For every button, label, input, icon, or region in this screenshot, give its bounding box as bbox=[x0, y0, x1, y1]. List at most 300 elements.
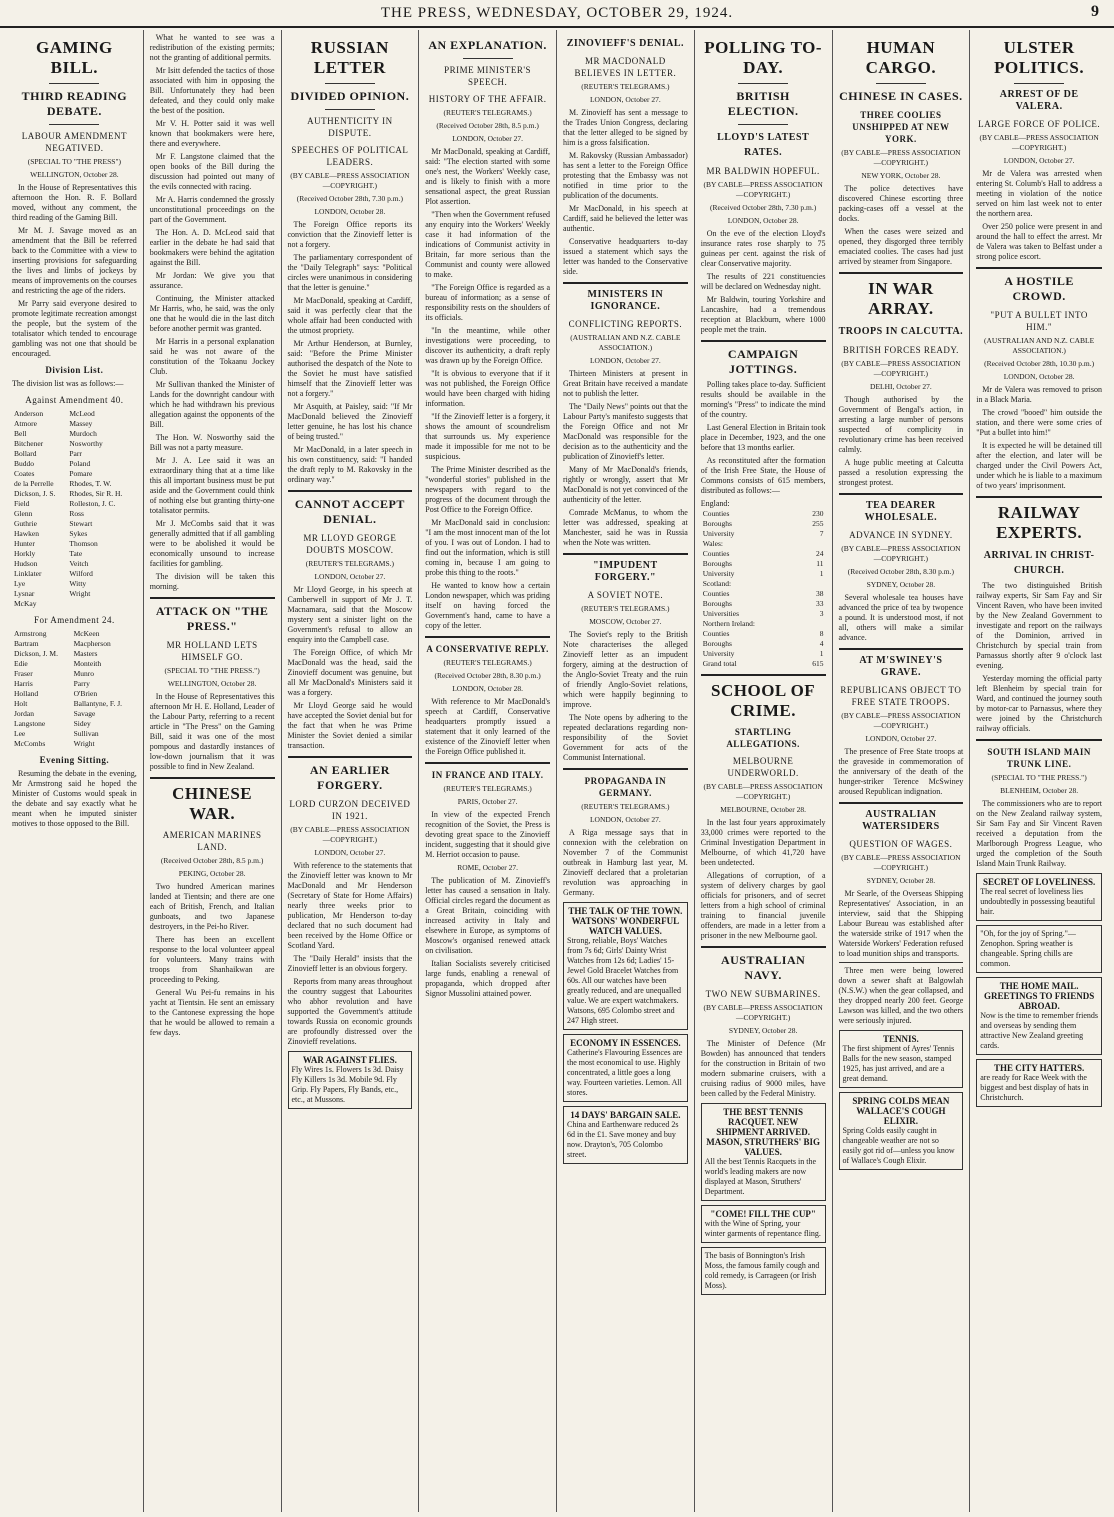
seats-label: Scotland: bbox=[702, 579, 732, 588]
dateline: LONDON, October 28. bbox=[452, 684, 524, 693]
dateline: LONDON, October 27. bbox=[1003, 156, 1075, 165]
paragraph: Mr MacDonald, in a later speech in his own constituency, said: "I handed the draft reply to M. Rakovsky in the ordinary way." bbox=[287, 445, 413, 484]
paragraph: Mr de Valera was removed to prison in a Black Maria. bbox=[976, 385, 1102, 404]
subhead-bullet: "PUT A BULLET INTO HIM." bbox=[990, 310, 1088, 332]
paragraph: M. Rakovsky (Russian Ambassador) has sent a letter to the Foreign Office protesting that the Embassy was not notified in time prior to the publication of the documents. bbox=[563, 151, 688, 200]
credit: (BY CABLE—PRESS ASSOCIATION—COPYRIGHT.) bbox=[841, 711, 961, 730]
paragraph: The Soviet's reply to the British Note characterises the alleged Zinovieff letter as an impudent forgery, aiming at the destruction of the Anglo-Soviet Treaty and the ruin of friendly Anglo-Soviet relations, which were happily beginning to improve. bbox=[563, 630, 688, 709]
paragraph: With reference to the statements that the Zinovieff letter was known to Mr MacDonald and Mr Henderson (Secretary of State for Home Affairs) nearly three weeks prior to publication, Mr Henderson to-day declared that no such document had been received by the Home Office or Scotland Yard. bbox=[287, 861, 413, 950]
seats-value bbox=[799, 579, 826, 589]
subhead-calcutta: TROOPS IN CALCUTTA. bbox=[838, 326, 964, 337]
headline-tea-dearer: TEA DEARER WHOLESALE. bbox=[864, 500, 938, 523]
paragraph: Mr J. McCombs said that it was generally admitted that if all gambling were to be abolished it would be economically unsound to increase facilities for gambling. bbox=[149, 519, 275, 568]
subhead-soviet-note: A SOVIET NOTE. bbox=[587, 590, 664, 600]
seats-label: Universities bbox=[702, 609, 739, 618]
received-time: (Received October 28th, 8.5 p.m.) bbox=[160, 856, 264, 865]
column-2 bbox=[144, 30, 282, 1512]
dateline: WELLINGTON, October 28. bbox=[30, 170, 119, 179]
seats-row bbox=[701, 529, 826, 539]
subhead-lord-curzon: LORD CURZON DECEIVED IN 1921. bbox=[289, 799, 411, 821]
seats-row bbox=[701, 579, 826, 589]
dateline: ROME, October 27. bbox=[457, 863, 519, 872]
seats-value: 8 bbox=[819, 629, 824, 638]
paragraph: "It is obvious to everyone that if it was not published, the Foreign Office would have been charged with hiding information. bbox=[425, 369, 550, 408]
subhead-submarines: TWO NEW SUBMARINES. bbox=[705, 989, 821, 999]
seats-row bbox=[701, 659, 826, 669]
subhead-de-valera: ARREST OF DE VALERA. bbox=[999, 89, 1079, 112]
masthead bbox=[0, 0, 1114, 28]
paragraph: The Hon. A. D. McLeod said that earlier in the debate he had said that bookmakers were behind the agitation against the Bill. bbox=[149, 228, 275, 267]
paragraph: The Minister of Defence (Mr Bowden) has announced that tenders for the construction in Britain of two modern submarine cruisers, with a cruising radius of 9000 miles, have been called by the Federal Ministry. bbox=[700, 1039, 826, 1098]
advertisement bbox=[563, 1106, 688, 1164]
column-6 bbox=[695, 30, 833, 1512]
paragraph: Yesterday morning the official party left Blenheim by special train for Ward, and continued the journey south by motor-car to Parnassus, where they were joined by the Christchurch railway officials. bbox=[976, 674, 1102, 733]
headline-main-trunk: SOUTH ISLAND MAIN TRUNK LINE. bbox=[987, 747, 1091, 769]
headline-hostile-crowd: A HOSTILE CROWD. bbox=[1004, 274, 1074, 303]
paragraph: Thirteen Ministers at present in Great Britain have received a mandate not to publish the letter. bbox=[563, 369, 688, 398]
headline-polling-today: POLLING TO-DAY. bbox=[704, 38, 822, 77]
credit: (BY CABLE—PRESS ASSOCIATION—COPYRIGHT.) bbox=[979, 133, 1099, 152]
paragraph: Several wholesale tea houses have advanced the price of tea by twopence a pound. It is understood most, if not all, others will make a similar advance. bbox=[838, 593, 964, 642]
seats-value bbox=[799, 619, 826, 629]
masthead-title: THE PRESS, WEDNESDAY, OCTOBER 29, 1924. bbox=[380, 4, 734, 21]
seats-value: 4 bbox=[819, 639, 824, 648]
received-time: (Received October 28th, 7.30 p.m.) bbox=[296, 194, 403, 203]
paragraph: Mr A. Harris condemned the grossly unconstitutional proceedings on the part of the Government. bbox=[149, 195, 275, 224]
credit: (BY CABLE—PRESS ASSOCIATION—COPYRIGHT.) bbox=[290, 171, 410, 190]
paragraph: The police detectives have discovered Chinese escorting three packing-cases off a vessel at the docks. bbox=[838, 184, 964, 223]
credit: (BY CABLE—PRESS ASSOCIATION—COPYRIGHT.) bbox=[841, 148, 961, 167]
ad-heading: "COME! FILL THE CUP" bbox=[710, 1209, 816, 1219]
ad-text: Strong, reliable, Boys' Watches from 7s 6d; Girls' Dainty Wrist Watches from 12s 6d; Ladies' 15-Jewel Gold Bracelet Watches from 60s. All our watches have been greatly reduced, and are unequalled value. We are expert watchmakers. Watsons, 695 Colombo street and 247 High street. bbox=[567, 936, 681, 1025]
subhead-macdonald-believes: MR MACDONALD BELIEVES IN LETTER. bbox=[574, 56, 677, 78]
credit: (REUTER'S TELEGRAMS.) bbox=[581, 604, 670, 613]
paragraph: Three men were being lowered down a sewer shaft at Balgowlah (N.S.W.) when the gear collapsed, and they dropped nearly 200 feet. George Lawson was killed, and the two others were seriously injured. bbox=[838, 966, 964, 1025]
subhead-third-reading: THIRD READING DEBATE. bbox=[21, 89, 128, 118]
names-against-b: McLeod Massey Murdoch Nosworthy Parr Poland Pomare Rhodes, T. W. Rhodes, Sir R. H. Rolleston, J. C. Ross Stewart Sykes Thomson Tate Veitch Wilford Witty Wright bbox=[69, 409, 123, 598]
seats-label: Boroughs bbox=[702, 599, 732, 608]
paragraph: With reference to Mr MacDonald's speech at Cardiff, Conservative headquarters promptly issued a statement that it only learned of the existence of the Zinovieff letter when the Foreign Office published it. bbox=[425, 697, 550, 756]
headline-war-array: IN WAR ARRAY. bbox=[868, 279, 934, 318]
credit: (REUTER'S TELEGRAMS.) bbox=[443, 658, 532, 667]
credit: (BY CABLE—PRESS ASSOCIATION—COPYRIGHT.) bbox=[841, 853, 961, 872]
seats-label: Counties bbox=[702, 509, 730, 518]
advertisement bbox=[563, 1034, 688, 1102]
paragraph: Reports from many areas throughout the country suggest that Labourites who abhor revolution and have supported the Government's attitude towards Russia on economic grounds are profoundly distressed over the Zinovieff revelations. bbox=[287, 977, 413, 1046]
paragraph: In the House of Representatives this afternoon Mr H. E. Holland, Leader of the Labour Party, referring to a recent article in "The Press" on the Gaming Bill, said it was one of the most pompous and dastardly instances of low-down journalism that it was possible to find in New Zealand. bbox=[149, 692, 275, 771]
credit: (BY CABLE—PRESS ASSOCIATION—COPYRIGHT.) bbox=[841, 544, 961, 563]
column-8 bbox=[970, 30, 1108, 1512]
paragraph: There has been an excellent response to the local volunteer appeal for volunteers. Many trains with troops from Shanhaikwan are proceeding to Peking. bbox=[149, 935, 275, 984]
subhead-lloyds-rates: LLOYD'S LATEST RATES. bbox=[717, 132, 810, 158]
headline-attack-on-press: ATTACK ON "THE PRESS." bbox=[155, 604, 269, 633]
subhead-chinese-cases: CHINESE IN CASES. bbox=[839, 89, 963, 103]
paragraph: Mr Lloyd George said he would have accepted the Soviet denial but for the fact that when he was Prime Minister the Soviet denied a similar transaction. bbox=[287, 701, 413, 750]
paragraph: Mr MacDonald, speaking at Cardiff, said it was perfectly clear that the whole affair had been conducted with the utmost propriety. bbox=[287, 296, 413, 335]
ad-heading: SPRING COLDS MEAN WALLACE'S COUGH ELIXIR. bbox=[852, 1096, 950, 1126]
subhead-sydney-advance: ADVANCE IN SYDNEY. bbox=[849, 530, 953, 540]
paragraph: Polling takes place to-day. Sufficient results should be available in the morning's "Press" to indicate the mind of the country. bbox=[700, 380, 826, 419]
headline-chinese-war: CHINESE WAR. bbox=[172, 784, 253, 823]
paragraph: The presence of Free State troops at the graveside in commemoration of the anniversary of the death of the hunger-striker Terence McSwiney aroused Republican indignation. bbox=[838, 747, 964, 796]
received-time: (Received October 28th, 7.30 p.m.) bbox=[710, 203, 817, 212]
credit: (BY CABLE—PRESS ASSOCIATION—COPYRIGHT.) bbox=[290, 825, 410, 844]
subhead-speeches: SPEECHES OF POLITICAL LEADERS. bbox=[291, 145, 409, 167]
ad-text: Fly Wires 1s. Flowers 1s 3d. Daisy Fly Killers 1s 3d. Mobile 9d. Fly Grip. Fly Papers, Fly Bands, etc., etc., at Mussons. bbox=[291, 1065, 404, 1104]
ad-text: Spring Colds easily caught in changeable weather are not so easily got rid of—unless you know of Wallace's Cough Elixir. bbox=[842, 1126, 955, 1165]
article-body bbox=[150, 33, 275, 592]
dateline: PEKING, October 28. bbox=[178, 869, 246, 878]
seats-row bbox=[701, 509, 826, 519]
ad-text: China and Earthenware reduced 2s 6d in the £1. Save money and buy now. Drayton's, 705 Colombo street. bbox=[567, 1120, 679, 1159]
advertisement bbox=[976, 925, 1102, 973]
seats-label: Boroughs bbox=[702, 639, 732, 648]
ad-heading: THE BEST TENNIS RACQUET. NEW SHIPMENT ARRIVED. MASON, STRUTHERS' BIG VALUES. bbox=[706, 1107, 821, 1157]
paragraph: Mr Searle, of the Overseas Shipping Representatives' Association, in an interview, said that the Shipping Labour Bureau was established after the waterside strike of 1917 when the Waterside Workers' Federation refused to load munition ships and transports. bbox=[838, 889, 964, 958]
advertisement bbox=[839, 1092, 964, 1170]
seats-value: 1 bbox=[819, 569, 824, 578]
dateline: LONDON, October 27. bbox=[589, 815, 661, 824]
received-time: (Received October 28th, 8.30 p.m.) bbox=[434, 671, 541, 680]
paragraph: The Foreign Office reports its conviction that the Zinovieff letter is not a forgery. bbox=[287, 220, 413, 249]
seats-value: 11 bbox=[816, 559, 824, 568]
division-list-heading: Division List. bbox=[45, 365, 104, 375]
paragraph: Many of Mr MacDonald's friends, rightly or wrongly, assert that Mr MacDonald is not yet convinced of the authenticity of the letter. bbox=[563, 465, 688, 504]
headline-australian-navy: AUSTRALIAN NAVY. bbox=[720, 953, 806, 982]
paragraph: Mr Asquith, at Paisley, said: "If Mr MacDonald believed the Zinovieff letter genuine, he has lost his chance of being trusted." bbox=[287, 402, 413, 441]
paragraph: In the House of Representatives this afternoon the Hon. R. F. Bollard moved, without any comment, the third reading of the Gaming Bill. bbox=[12, 183, 137, 222]
for-names-table bbox=[12, 629, 137, 749]
credit: (REUTER'S TELEGRAMS.) bbox=[443, 784, 532, 793]
credit: (BY CABLE—PRESS ASSOCIATION—COPYRIGHT.) bbox=[703, 782, 823, 801]
credit: (REUTER'S TELEGRAMS.) bbox=[581, 802, 670, 811]
headline-earlier-forgery: AN EARLIER FORGERY. bbox=[309, 763, 390, 792]
headline-campaign-jottings: CAMPAIGN JOTTINGS. bbox=[727, 347, 799, 376]
paragraph: Continuing, the Minister attacked Mr Harris, who, he said, was the only one that he would die in the last ditch before another permit was granted. bbox=[149, 294, 275, 333]
ad-text: All the best Tennis Racquets in the world's leading makers are now displayed at Mason, Struthers' Department. bbox=[704, 1157, 817, 1196]
subhead-prime-minister: PRIME MINISTER'S SPEECH. bbox=[444, 65, 532, 87]
subhead-republicans: REPUBLICANS OBJECT TO FREE STATE TROOPS. bbox=[840, 685, 962, 707]
paragraph: The crowd "booed" him outside the station, and there were some cries of "Put a bullet into him!" bbox=[976, 408, 1102, 437]
paragraph: Two hundred American marines landed at Tientsin; and there are one each of British, French, and Italian gunboats, and two Japanese destroyers, in the Pei-ho River. bbox=[149, 882, 275, 931]
dateline: LONDON, October 27. bbox=[314, 848, 386, 857]
paragraph: Though authorised by the Government of Bengal's action, in arresting a large number of persons suspected of complicity in revolutionary crime has been received calmly. bbox=[838, 395, 964, 454]
subhead-police: LARGE FORCE OF POLICE. bbox=[978, 119, 1101, 129]
seats-row bbox=[701, 559, 826, 569]
against-names-table bbox=[12, 409, 137, 609]
paragraph: Over 250 police were present in and around the hall to effect the arrest. Mr de Valera was taken to Belfast under a strong police escort. bbox=[976, 222, 1102, 261]
advertisement bbox=[976, 1059, 1102, 1107]
advertisement bbox=[701, 1103, 826, 1201]
seats-value: 24 bbox=[816, 549, 824, 558]
dateline: LONDON, October 28. bbox=[1003, 372, 1075, 381]
ad-heading: THE TALK OF THE TOWN. WATSONS' WONDERFUL WATCH VALUES. bbox=[568, 906, 683, 936]
dateline: PARIS, October 27. bbox=[457, 797, 518, 806]
for-heading: For Amendment 24. bbox=[34, 615, 115, 625]
column-3 bbox=[282, 30, 420, 1512]
paragraph: In the last four years approximately 33,000 crimes were reported to the Criminal Investigation Department in Melbourne, of which 41,720 have been undetected. bbox=[700, 818, 826, 867]
evening-sitting-heading: Evening Sitting. bbox=[39, 755, 110, 765]
paragraph: Mr V. H. Potter said it was well known that bookmakers were here, there and everywhere. bbox=[149, 119, 275, 148]
paragraph: Mr Parry said everyone desired to promote legitimate recreation amongst the people, but the system of the totalisator which tended to encourage gambling was not one that should be encouraged. bbox=[12, 299, 137, 358]
seats-table bbox=[701, 509, 826, 669]
advertisement bbox=[839, 1030, 964, 1088]
paragraph: "In the meantime, while other investigations were proceeding, to discover its authenticity, a draft reply was drawn up by the Foreign Office. bbox=[425, 326, 550, 365]
seats-label: Counties bbox=[702, 549, 730, 558]
newspaper-columns bbox=[6, 30, 1108, 1512]
headline-ulster-politics: ULSTER POLITICS. bbox=[994, 38, 1085, 77]
headline-france-italy: IN FRANCE AND ITALY. bbox=[431, 770, 544, 780]
paragraph: The commissioners who are to report on the New Zealand railway system, Sir Sam Fay and Sir Vincent Raven received a deputation from the Marlborough Progress League, who urged the completion of the South Island Main Trunk Railway. bbox=[976, 799, 1102, 868]
article-body bbox=[12, 183, 137, 359]
seats-value: 7 bbox=[819, 529, 824, 538]
paragraph: He wanted to know how a certain London newspaper, which was priding itself on having forced the Government's hand, came to have a copy of the letter. bbox=[425, 581, 550, 630]
subhead-holland: MR HOLLAND LETS HIMSELF GO. bbox=[166, 640, 258, 662]
paragraph: Allegations of corruption, of a system of delivery charges by gaol officials for prisoners, and of secret letters from a high school of criminal training to financial juvenile offenders, are made in a letter from a prisoner in the new Melbourne gaol. bbox=[700, 871, 826, 940]
column-1 bbox=[6, 30, 144, 1512]
paragraph: The two distinguished British railway experts, Sir Sam Fay and Sir Vincent Raven, who have been invited by the New Zealand Government to investigate and report on the railways of the Dominion, arrived in Christchurch by special train from Parnassus shortly after 9 o'clock last evening. bbox=[976, 581, 1102, 670]
advertisement bbox=[976, 873, 1102, 921]
names-for-a: Armstrong Bartram Dickson, J. M. Edie Fraser Harris Holland Holt Jordan Langstone Lee McCombs bbox=[14, 629, 58, 748]
paragraph: Mr Jordan: We give you that assurance. bbox=[149, 271, 275, 290]
seats-value bbox=[799, 539, 826, 549]
paragraph: Mr M. J. Savage moved as an amendment that the Bill be referred back to the Committee with a view to inserting provisions for safeguarding the lives and limbs of jockeys by means of improvements on the courses and restricting the age of the riders. bbox=[12, 226, 137, 295]
page-number: 9 bbox=[1091, 3, 1100, 20]
subhead-conflicting-reports: CONFLICTING REPORTS. bbox=[568, 319, 683, 329]
credit: (AUSTRALIAN AND N.Z. CABLE ASSOCIATION.) bbox=[984, 336, 1095, 355]
seats-value: 255 bbox=[812, 519, 824, 528]
received-time: (Received October 28th, 8.5 p.m.) bbox=[436, 121, 539, 130]
seats-row bbox=[701, 619, 826, 629]
paragraph: The "Daily News" points out that the Labour Party's manifesto suggests that the Foreign Office and not Mr MacDonald was responsible for the decision as to the authenticity and the publication of Zinovieff's letter. bbox=[563, 402, 688, 461]
subhead-melbourne: MELBOURNE UNDERWORLD. bbox=[727, 756, 799, 778]
credit: (REUTER'S TELEGRAMS.) bbox=[581, 82, 670, 91]
headline-an-explanation: AN EXPLANATION. bbox=[428, 38, 547, 52]
ad-heading: TENNIS. bbox=[882, 1034, 919, 1044]
paragraph: General Wu Pei-fu remains in his yacht at Tientsin. He sent an emissary to the Cantonese expressing the hope that he would be allowed to remain a few days. bbox=[149, 988, 275, 1037]
ad-heading: SECRET OF LOVELINESS. bbox=[982, 877, 1096, 887]
received-time: (Received October 28th, 10.30 p.m.) bbox=[984, 359, 1095, 368]
paragraph: In view of the expected French recognition of the Soviet, the Press is devoting great space to the Zinovieff incident, suggesting that it should give M. Herriot occasion to pause. bbox=[425, 810, 550, 859]
ad-heading: ECONOMY IN ESSENCES. bbox=[570, 1038, 681, 1048]
headline-watersiders: AUSTRALIAN WATERSIDERS bbox=[862, 809, 940, 832]
seats-label: University bbox=[702, 529, 735, 538]
seats-label: Wales: bbox=[702, 539, 723, 548]
paragraph: A huge public meeting at Calcutta passed a resolution expressing the strongest protest. bbox=[838, 458, 964, 487]
subhead-authenticity: AUTHENTICITY IN DISPUTE. bbox=[307, 116, 393, 138]
dateline: MOSCOW, October 27. bbox=[589, 617, 662, 626]
seats-label: University bbox=[702, 649, 735, 658]
seats-value: 615 bbox=[812, 659, 824, 668]
headline-conservative-reply: A CONSERVATIVE REPLY. bbox=[426, 644, 549, 654]
ad-text: The real secret of loveliness lies undoubtedly in possessing beautiful hair. bbox=[980, 887, 1096, 916]
paragraph: "Then when the Government refused any enquiry into the Workers' Weekly case it had information of the indications of Communist activity in Britain, far more serious than the Communist and county were allowed to make. bbox=[425, 210, 550, 279]
headline-russian-letter: RUSSIAN LETTER bbox=[310, 38, 389, 77]
dateline: LONDON, October 28. bbox=[314, 207, 386, 216]
dateline: LONDON, October 28. bbox=[727, 216, 799, 225]
dateline: DELHI, October 27. bbox=[870, 382, 932, 391]
names-against-a: Anderson Atmore Bell Bitchener Bollard Buddo Coates de la Perrelle Dickson, J. S. Field Glenn Guthrie Hawken Hunter Horkly Hudson Linklater Lye Lysnar McKay bbox=[14, 409, 56, 608]
paragraph: The Foreign Office, of which Mr MacDonald was the head, said the Zinovieff document was genuine, but all Mr MacDonald's Ministers said it was a forgery. bbox=[287, 648, 413, 697]
subhead-american-marines: AMERICAN MARINES LAND. bbox=[162, 830, 262, 852]
dateline: LONDON, October 27. bbox=[314, 572, 386, 581]
ad-heading: THE HOME MAIL. GREETINGS TO FRIENDS ABROAD. bbox=[984, 981, 1095, 1011]
paragraph: It is expected he will be detained till after the election, and later will be charged under the Civil Powers Act, under which he is liable to a maximum of two years' imprisonment. bbox=[976, 441, 1102, 490]
credit: (BY CABLE—PRESS ASSOCIATION—COPYRIGHT.) bbox=[841, 359, 961, 378]
paragraph: Last General Election in Britain took place in December, 1923, and the one before that 13 months earlier. bbox=[700, 423, 826, 452]
credit: (BY CABLE—PRESS ASSOCIATION—COPYRIGHT.) bbox=[703, 1003, 823, 1022]
subhead-divided-opinion: DIVIDED OPINION. bbox=[290, 89, 410, 103]
paragraph: Mr MacDonald, in his speech at Cardiff, said he believed the letter was authentic. bbox=[563, 204, 688, 233]
paragraph: Mr Isitt defended the tactics of those associated with him in opposing the Bill. Unfortunately they had been defeated, and they could only make the best of the position. bbox=[149, 66, 275, 115]
headline-human-cargo: HUMAN CARGO. bbox=[865, 38, 937, 77]
dateline: MELBOURNE, October 28. bbox=[720, 805, 807, 814]
seats-row bbox=[701, 599, 826, 609]
headline-mcswiney-grave: AT M'SWINEY'S GRAVE. bbox=[859, 655, 943, 678]
column-4 bbox=[419, 30, 557, 1512]
paragraph: What he wanted to see was a redistribution of the existing permits; not the granting of additional permits. bbox=[149, 33, 275, 62]
paragraph: Mr MacDonald, speaking at Cardiff, said: "The election started with some one's nest, the Workers' Weekly case, and is likely to finish with a more sensational aspect, the great Russian Plot assertion. bbox=[425, 147, 550, 206]
dateline: SYDNEY, October 28. bbox=[866, 876, 936, 885]
paragraph: The parliamentary correspondent of the "Daily Telegraph" says: "Political circles were unanimous in considering that the letter is genuine." bbox=[287, 253, 413, 292]
seats-value: 33 bbox=[816, 599, 824, 608]
england-label: England: bbox=[700, 499, 730, 508]
paragraph: Mr Harris in a personal explanation said he was not aware of the constitution of the Tokaanu Jockey Club. bbox=[149, 337, 275, 376]
seats-value: 1 bbox=[819, 649, 824, 658]
seats-row bbox=[701, 519, 826, 529]
ad-text: Now is the time to remember friends and overseas by sending them attractive New Zealand greeting cards. bbox=[980, 1011, 1098, 1050]
headline-gaming-bill: GAMING BILL. bbox=[36, 38, 113, 77]
seats-row bbox=[701, 639, 826, 649]
credit: (REUTER'S TELEGRAMS.) bbox=[305, 559, 395, 568]
credit: (BY CABLE—PRESS ASSOCIATION—COPYRIGHT.) bbox=[703, 180, 823, 199]
paragraph: Mr F. Langstone claimed that the open books of the Bill during the discussion had pointed out many of the evils connected with racing. bbox=[149, 152, 275, 191]
seats-value: 3 bbox=[819, 609, 824, 618]
dateline: LONDON, October 27. bbox=[865, 734, 937, 743]
subhead-history: HISTORY OF THE AFFAIR. bbox=[428, 94, 547, 104]
subhead-forces-ready: BRITISH FORCES READY. bbox=[842, 345, 959, 355]
dateline: LONDON, October 27. bbox=[589, 356, 661, 365]
paragraph: "The Foreign Office is regarded as a bureau of information; as a sense of responsibility rests on the shoulders of its officials. bbox=[425, 283, 550, 322]
names-for-b: McKeen Macpherson Masters Monteith Munro Parry O'Brien Ballantyne, F. J. Savage Sidey Sullivan Wright bbox=[73, 629, 122, 748]
credit: (SPECIAL TO "THE PRESS") bbox=[27, 157, 122, 166]
paragraph: Mr MacDonald said in conclusion: "I am the most innocent man of the lot of you. I was out of London. I had to find out the information, which is still coming in, because I am going to probe this thing to the roots." bbox=[425, 518, 550, 577]
paragraph: The Hon. W. Nosworthy said the Bill was not a party measure. bbox=[149, 433, 275, 452]
seats-value: 38 bbox=[816, 589, 824, 598]
ad-text: The basis of Bonnington's Irish Moss, the famous family cough and cold remedy, is Carrageen (or Irish Moss). bbox=[704, 1251, 820, 1290]
paragraph: Mr Lloyd George, in his speech at Camberwell in support of Mr J. T. Macnamara, said that the Moscow mystery sent a sinister light on the Government's refusal to allow an enquiry into the Campbell case. bbox=[287, 585, 413, 644]
dateline: BLENHEIM, October 28. bbox=[1000, 786, 1079, 795]
ad-text: are ready for Race Week with the biggest and best display of hats in Christchurch. bbox=[980, 1073, 1089, 1102]
paragraph: Mr de Valera was arrested when entering St. Columb's Hall to address a meeting in violation of the notice served on him last week not to enter the northern area. bbox=[976, 169, 1102, 218]
seats-label: Northern Ireland: bbox=[702, 619, 756, 628]
paragraph: The publication of M. Zinovieff's letter has caused a sensation in Italy. Official circles regard the document as a Great Britain, coinciding with increased activity in Italy and elsewhere in Europe, as symptoms of Moscow's organised renewed attack on civilisation. bbox=[425, 876, 550, 955]
paragraph: A Riga message says that in connexion with the celebration on November 7 of the Communist outbreak in Hamburg last year, M. Zinovieff declared that a proletarian revolution was approaching in Germany. bbox=[563, 828, 688, 897]
ad-text: Catherine's Flavouring Essences are the most economical to use. Highly concentrated, a little goes a long way. Fourteen varieties. Lemon. All stores. bbox=[567, 1048, 683, 1097]
subhead-lloyd-george: MR LLOYD GEORGE DOUBTS MOSCOW. bbox=[303, 533, 397, 555]
subhead-startling: STARTLING ALLEGATIONS. bbox=[726, 727, 800, 749]
dateline: NEW YORK, October 28. bbox=[861, 171, 941, 180]
paragraph: When the cases were seized and opened, they disgorged three terribly emaciated coolies. The cases had just arrived by steamer from Singapore. bbox=[838, 227, 964, 266]
seats-label: Boroughs bbox=[702, 519, 732, 528]
subhead-labour-amendment: LABOUR AMENDMENT NEGATIVED. bbox=[21, 131, 127, 153]
headline-cannot-accept-denial: CANNOT ACCEPT DENIAL. bbox=[294, 497, 405, 526]
seats-label: Counties bbox=[702, 589, 730, 598]
paragraph: The division will be taken this morning. bbox=[149, 572, 275, 591]
subhead-wages: QUESTION OF WAGES. bbox=[849, 839, 953, 849]
paragraph: "If the Zinovieff letter is a forgery, it shows the amount of scoundrelism that surrounds us. My experience made it impossible for me not to be suspicious. bbox=[425, 412, 550, 461]
seats-label: University bbox=[702, 569, 735, 578]
ad-heading: WAR AGAINST FLIES. bbox=[302, 1055, 397, 1065]
seats-row bbox=[701, 649, 826, 659]
paragraph: Resuming the debate in the evening, Mr Armstrong said he hoped the Minister of Customs would speak in the debate and say exactly what he meant when he imputed sinister motives to those opposed to the Bill. bbox=[12, 769, 137, 828]
seats-row bbox=[701, 609, 826, 619]
credit: (REUTER'S TELEGRAMS.) bbox=[443, 108, 532, 117]
headline-ministers-ignorance: MINISTERS IN IGNORANCE. bbox=[587, 289, 664, 312]
paragraph: M. Zinovieff has sent a message to the Trades Union Congress, declaring that the letter alleged to be signed by him is a gross falsification. bbox=[563, 108, 688, 147]
seats-label: Grand total bbox=[702, 659, 737, 668]
seats-label: Counties bbox=[702, 629, 730, 638]
column-5 bbox=[557, 30, 695, 1512]
against-heading: Against Amendment 40. bbox=[25, 395, 124, 405]
subhead-baldwin: MR BALDWIN HOPEFUL. bbox=[706, 166, 820, 176]
paragraph: Mr Baldwin, touring Yorkshire and Lancashire, had a tremendous reception at Blackburn, where 1000 people met the train. bbox=[700, 295, 826, 334]
ad-heading: THE CITY HATTERS. bbox=[993, 1063, 1085, 1073]
seats-row bbox=[701, 549, 826, 559]
column-7 bbox=[833, 30, 971, 1512]
paragraph: As reconstituted after the formation of the Irish Free State, the House of Commons consists of 615 members, distributed as follows:— bbox=[700, 456, 826, 495]
headline-school-of-crime: SCHOOL OF CRIME. bbox=[711, 681, 816, 720]
dateline: WELLINGTON, October 28. bbox=[167, 679, 257, 688]
seats-row bbox=[701, 569, 826, 579]
seats-row bbox=[701, 539, 826, 549]
advertisement bbox=[976, 977, 1102, 1055]
ad-text: The first shipment of Ayres' Tennis Balls for the new season, stamped 1925, has just arrived, and are a great demand. bbox=[842, 1044, 955, 1083]
paragraph: Mr Arthur Henderson, at Burnley, said: "Before the Prime Minister authorised the despatch of the Note to the Soviet he must have satisfied himself that the Zinovieff letter was not a forgery." bbox=[287, 339, 413, 398]
credit: (SPECIAL TO "THE PRESS.") bbox=[991, 773, 1087, 782]
subhead-arrival: ARRIVAL IN CHRIST-CHURCH. bbox=[983, 550, 1095, 576]
paragraph: The "Daily Herald" insists that the Zinovieff letter is an obvious forgery. bbox=[287, 954, 413, 973]
headline-railway-experts: RAILWAY EXPERTS. bbox=[996, 503, 1083, 542]
credit: (AUSTRALIAN AND N.Z. CABLE ASSOCIATION.) bbox=[570, 333, 681, 352]
subhead-three-coolies: THREE COOLIES UNSHIPPED AT NEW YORK. bbox=[852, 110, 950, 144]
seats-value: 230 bbox=[812, 509, 824, 518]
advertisement bbox=[563, 902, 688, 1030]
paragraph: Italian Socialists severely criticised large funds, enabling a renewal of propaganda, which dropped after Signor Mussolini attained power. bbox=[425, 959, 550, 998]
advertisement bbox=[701, 1247, 826, 1295]
paragraph: Mr J. A. Lee said it was an extraordinary thing that at a time like this all important business must be put aside and the Government could think of nothing else but granting thirty-one totalisator permits. bbox=[149, 456, 275, 515]
headline-propaganda-germany: PROPAGANDA IN GERMANY. bbox=[584, 776, 667, 798]
seats-label: Boroughs bbox=[702, 559, 732, 568]
paragraph: Mr Sullivan thanked the Minister of Lands for the downright candour with which he had withdrawn his previous allegation against the opponents of the Bill. bbox=[149, 380, 275, 429]
paragraph: The results of 221 constituencies will be declared on Wednesday night. bbox=[700, 272, 826, 291]
seats-row bbox=[701, 629, 826, 639]
paragraph: The Note opens by adhering to the repeated declarations regarding non-responsibility of the Soviet Government for acts of the Communist International. bbox=[563, 713, 688, 762]
paragraph: The Prime Minister described as the "wonderful stories" published in the newspapers with regard to the progress of the document through the Post Office to the Foreign Office. bbox=[425, 465, 550, 514]
ad-text: "Oh, for the joy of Spring."—Zenophon. Spring weather is changeable. Spring chills are common. bbox=[980, 929, 1076, 968]
subhead-british-election: BRITISH ELECTION. bbox=[727, 89, 799, 118]
dateline: SYDNEY, October 28. bbox=[866, 580, 936, 589]
paragraph: Conservative headquarters to-day issued a statement which says the letter was handed to the Conservative side. bbox=[563, 237, 688, 276]
dateline: LONDON, October 27. bbox=[452, 134, 524, 143]
received-time: (Received October 28th, 8.30 p.m.) bbox=[847, 567, 954, 576]
division-intro: The division list was as follows:— bbox=[12, 379, 124, 388]
headline-impudent-forgery: "IMPUDENT FORGERY." bbox=[593, 560, 658, 583]
paragraph: On the eve of the election Lloyd's insurance rates rose sharply to 75 guineas per cent. against the risk of clear Conservative majority. bbox=[700, 229, 826, 268]
seats-row bbox=[701, 589, 826, 599]
paragraph: Comrade McManus, to whom the letter was addressed, speaking at Manchester, said he was in Russia when the Note was written. bbox=[563, 508, 688, 547]
dateline: SYDNEY, October 28. bbox=[728, 1026, 798, 1035]
